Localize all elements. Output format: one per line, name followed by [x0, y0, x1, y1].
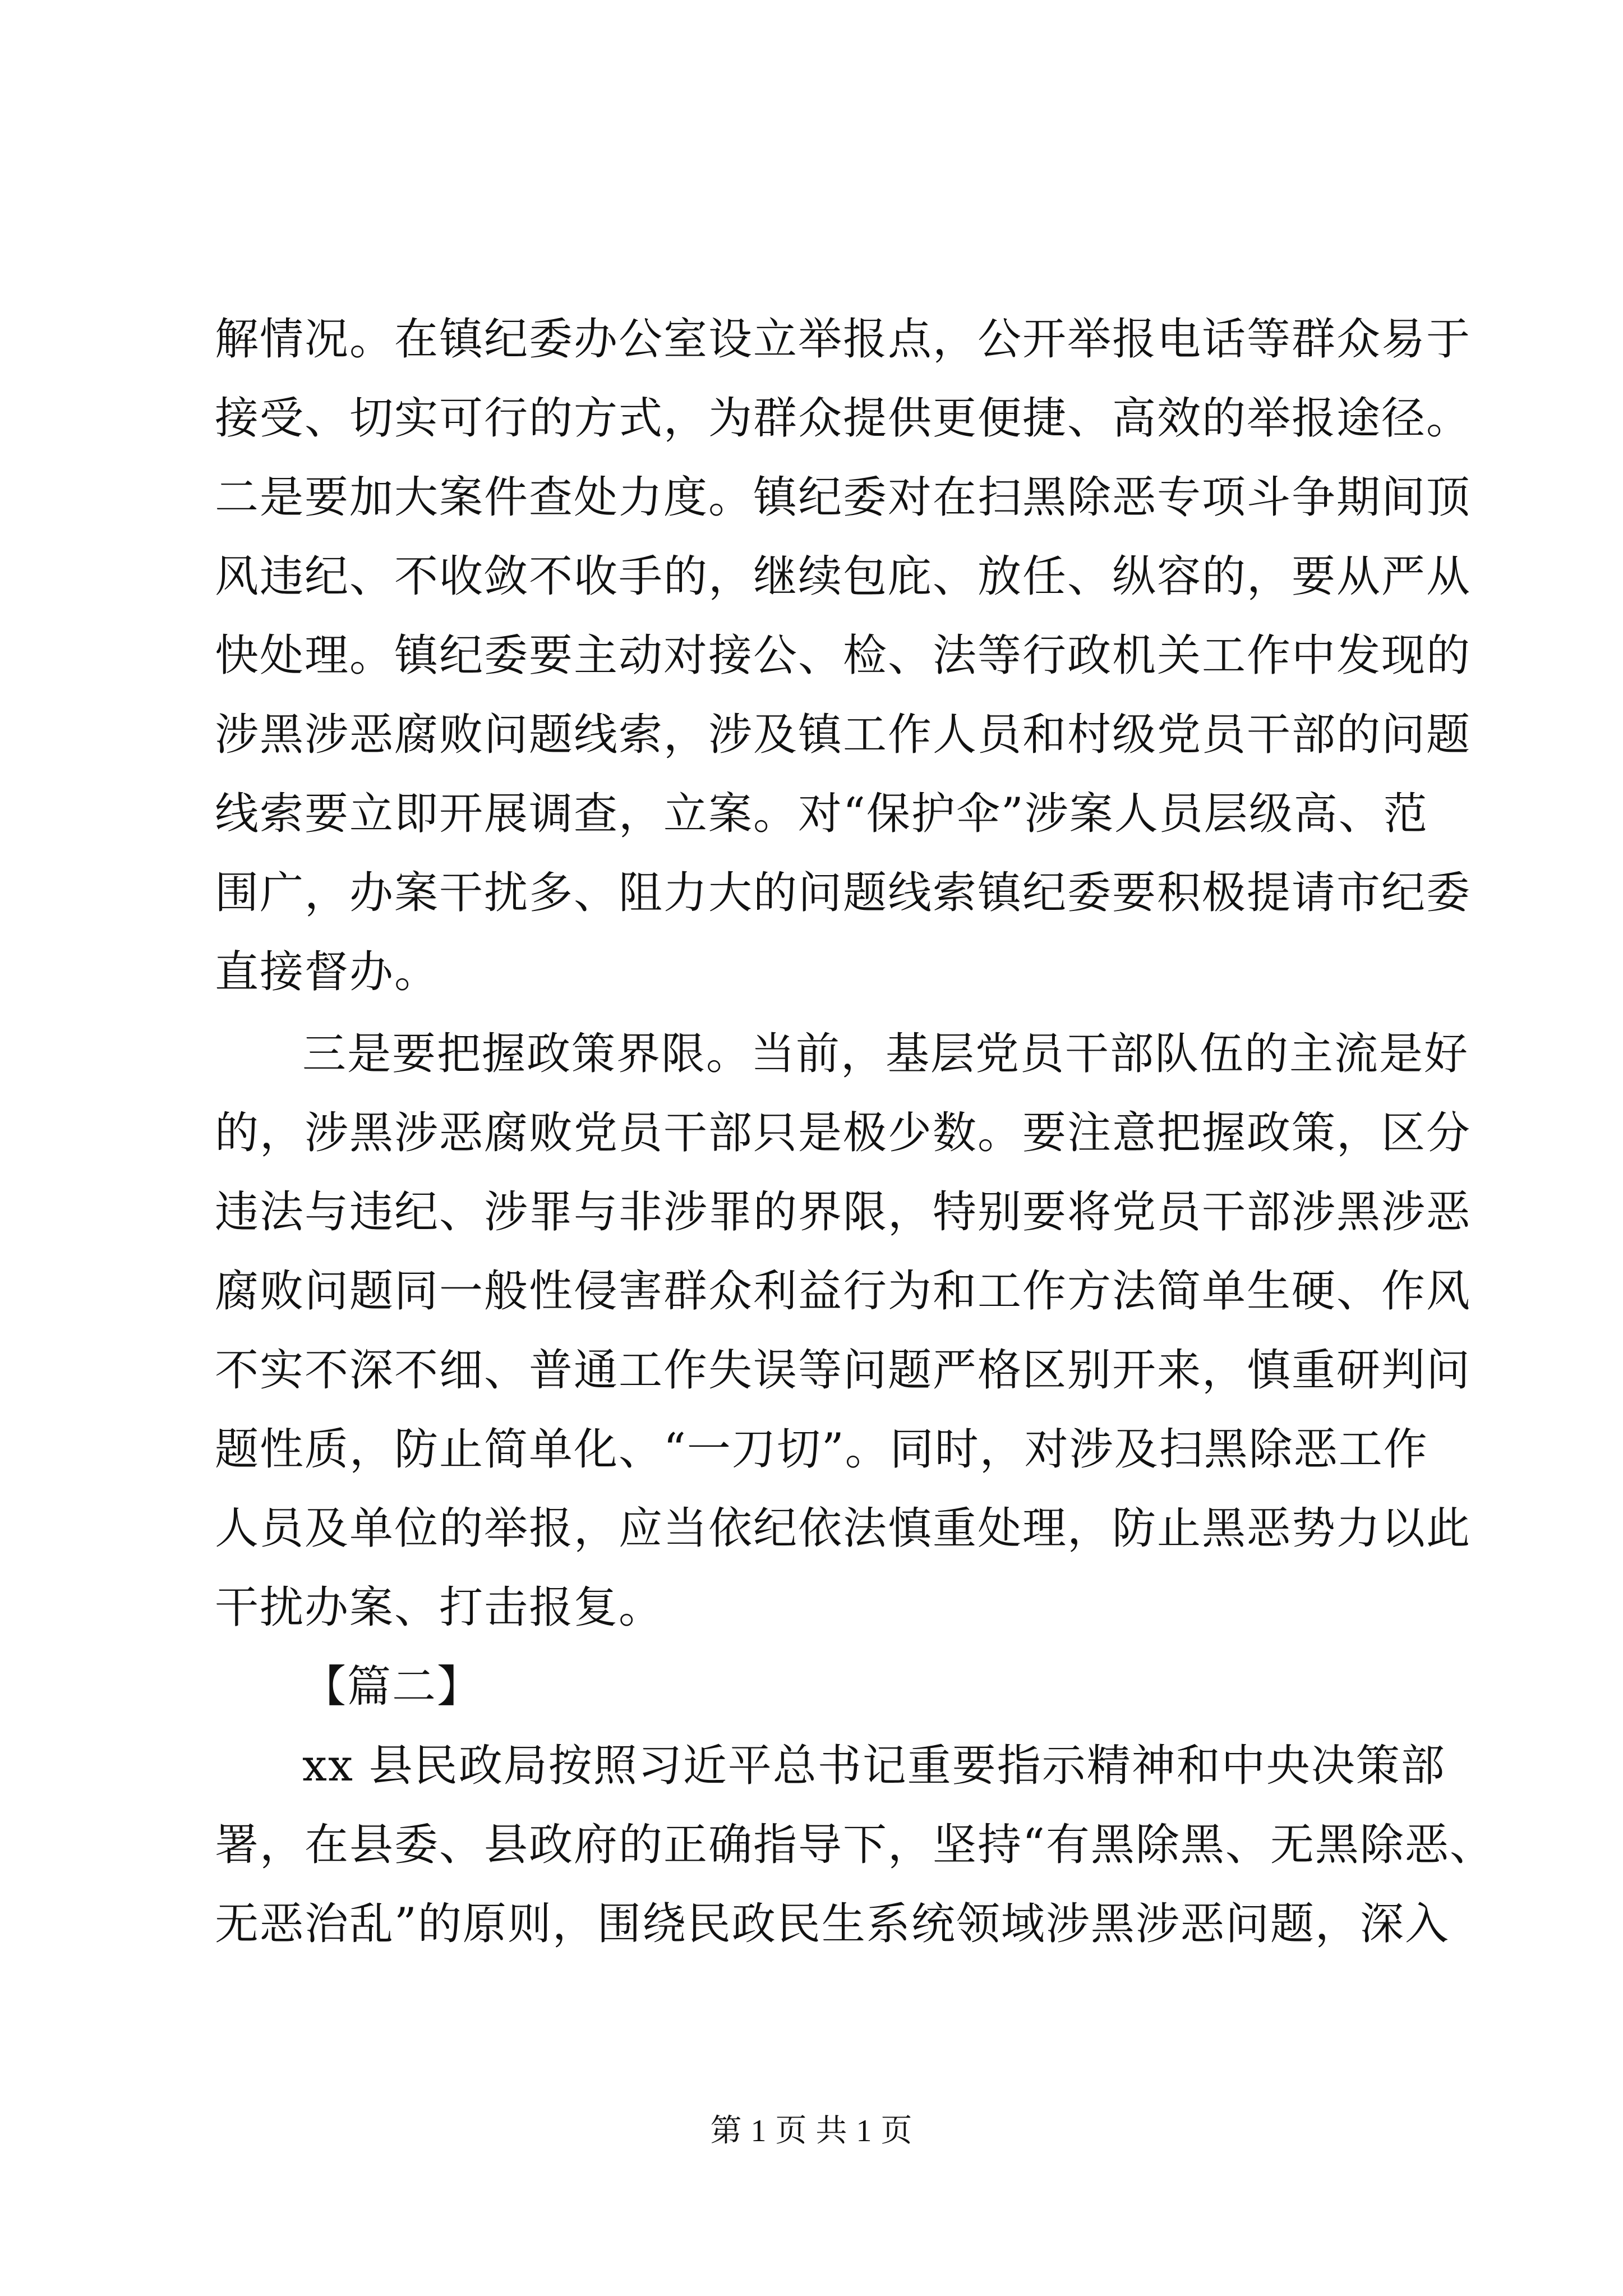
- text-line: 干扰办案、打击报复。: [215, 1582, 664, 1633]
- page-number-footer: 第 1 页 共 1 页: [710, 2114, 913, 2148]
- document-body: [215, 300, 1495, 1964]
- text-line: 解情况。在镇纪委办公室设立举报点，公开举报电话等群众易于: [215, 314, 1472, 365]
- text-line: 线索要立即开展调查，立案。对“保护伞”涉案人员层级高、范: [215, 789, 1428, 839]
- text-line: 直接督办。: [215, 947, 440, 997]
- paragraph-first-line: 三是要把握政策界限。当前，基层党员干部队伍的主流是好: [302, 1029, 1469, 1079]
- text-line: 涉黑涉恶腐败问题线索，涉及镇工作人员和村级党员干部的问题: [215, 710, 1472, 760]
- text-line: 署，在县委、县政府的正确指导下，坚持“有黑除黑、无黑除恶、: [215, 1820, 1495, 1870]
- paragraph-first-line: xx 县民政局按照习近平总书记重要指示精神和中央决策部: [302, 1741, 1446, 1791]
- section-heading: 【篇二】: [302, 1662, 482, 1712]
- text-line: 二是要加大案件查处力度。镇纪委对在扫黑除恶专项斗争期间顶: [215, 472, 1472, 523]
- text-line: 题性质，防止简单化、“一刀切”。同时，对涉及扫黑除恶工作: [215, 1424, 1428, 1475]
- text-line: 的，涉黑涉恶腐败党员干部只是极少数。要注意把握政策，区分: [215, 1108, 1472, 1158]
- text-line: 风违纪、不收敛不收手的，继续包庇、放任、纵容的，要从严从: [215, 551, 1472, 602]
- text-line: 围广，办案干扰多、阻力大的问题线索镇纪委要积极提请市纪委: [215, 868, 1472, 918]
- text-line: 人员及单位的举报，应当依纪依法慎重处理，防止黑恶势力以此: [215, 1503, 1472, 1554]
- text-line: 无恶治乱”的原则，围绕民政民生系统领域涉黑涉恶问题，深入: [215, 1899, 1450, 1949]
- text-line: 不实不深不细、普通工作失误等问题严格区别开来，慎重研判问: [215, 1345, 1472, 1396]
- text-line: 快处理。镇纪委要主动对接公、检、法等行政机关工作中发现的: [215, 631, 1472, 681]
- text-line: 腐败问题同一般性侵害群众利益行为和工作方法简单生硬、作风: [215, 1266, 1472, 1317]
- text-line: 违法与违纪、涉罪与非涉罪的界限，特别要将党员干部涉黑涉恶: [215, 1187, 1472, 1237]
- text-line: 接受、切实可行的方式，为群众提供更便捷、高效的举报途径。: [215, 393, 1472, 444]
